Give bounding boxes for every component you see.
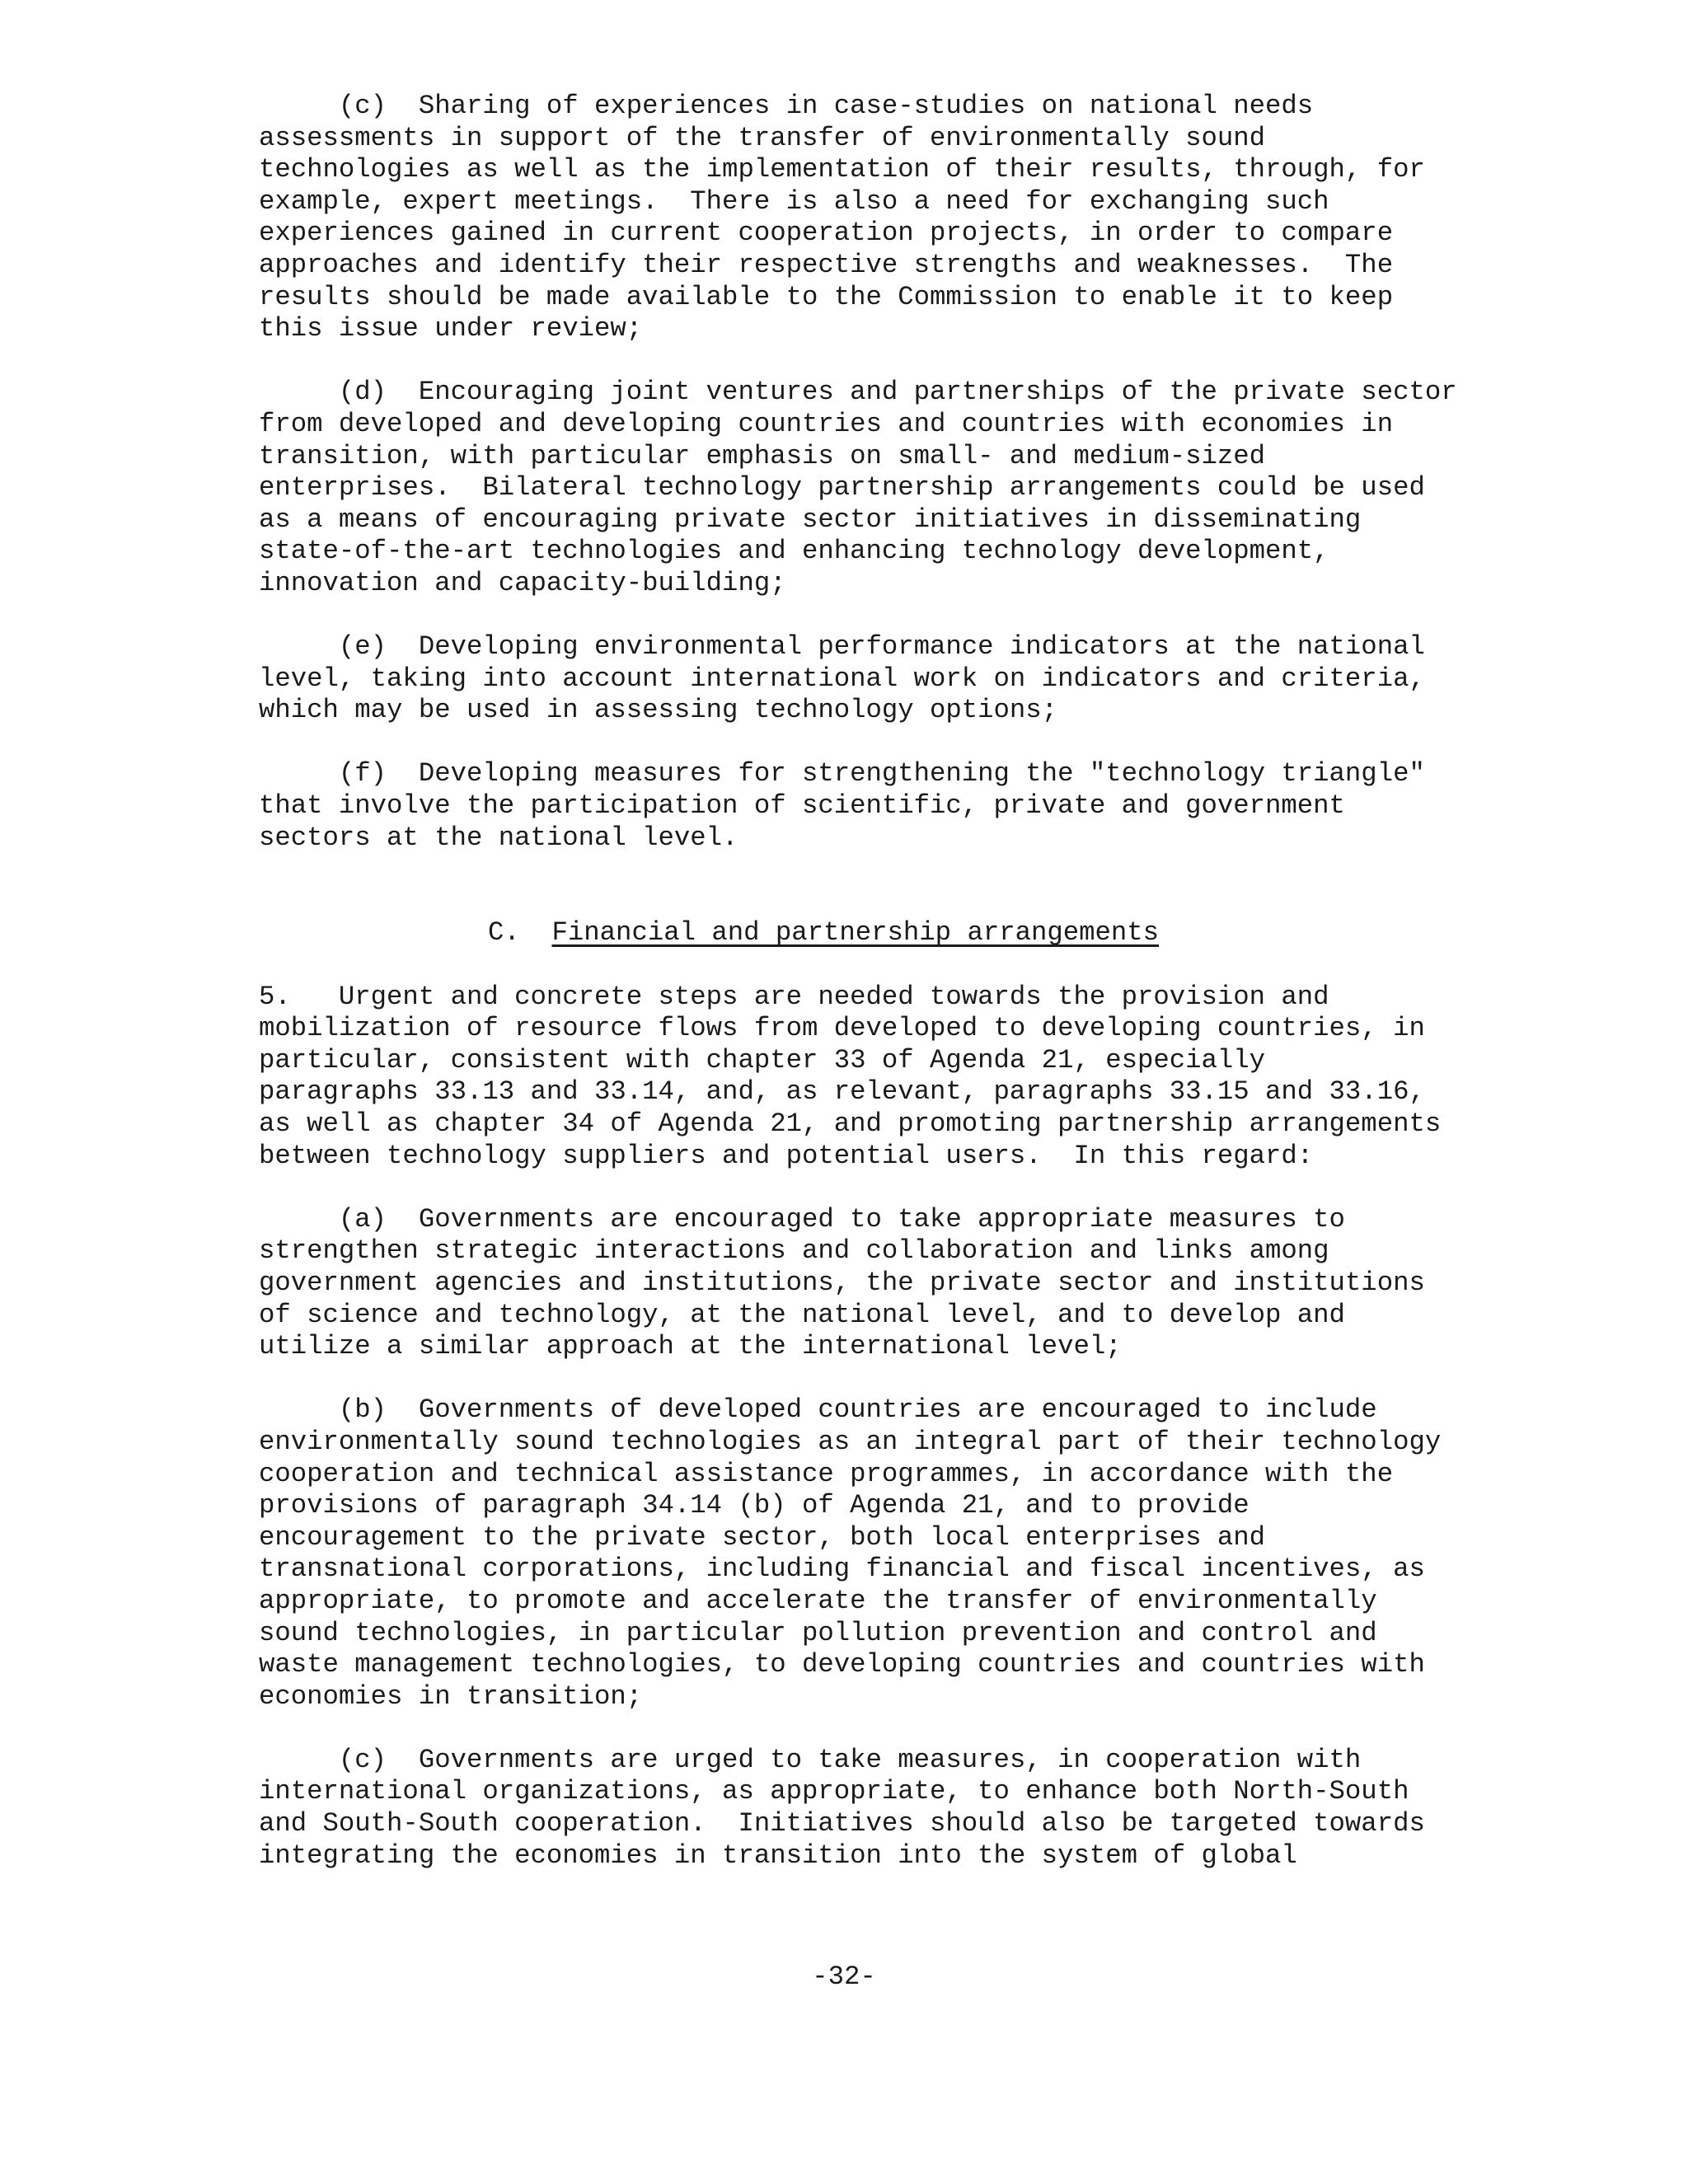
text-line: (d) Encouraging joint ventures and partnerships of the private sector <box>259 377 1457 408</box>
text-line: 5. Urgent and concrete steps are needed towards the provision and <box>259 981 1329 1012</box>
text-line: between technology suppliers and potential users. In this regard: <box>259 1140 1314 1171</box>
text-line: of science and technology, at the national level, and to develop and <box>259 1299 1345 1330</box>
text-line: level, taking into account international work on indicators and criteria, <box>259 663 1425 694</box>
paragraph-e-performance-indicators <box>259 631 1578 727</box>
text-line: paragraphs 33.13 and 33.14, and, as relevant, paragraphs 33.15 and 33.16, <box>259 1076 1425 1108</box>
text-line: utilize a similar approach at the international level; <box>259 1331 1122 1362</box>
text-line: enterprises. Bilateral technology partnership arrangements could be used <box>259 472 1425 504</box>
text-line: innovation and capacity-building; <box>259 567 786 598</box>
text-line: cooperation and technical assistance programmes, in accordance with the <box>259 1458 1394 1489</box>
text-line: experiences gained in current cooperation projects, in order to compare <box>259 218 1394 249</box>
section-title: Financial and partnership arrangements <box>551 917 1160 949</box>
text-line: (a) Governments are encouraged to take appropriate measures to <box>259 1203 1345 1235</box>
text-line: sectors at the national level. <box>259 822 738 853</box>
text-line: which may be used in assessing technology options; <box>259 695 1058 726</box>
text-line: economies in transition; <box>259 1680 643 1712</box>
text-line: that involve the participation of scientific, private and government <box>259 790 1345 822</box>
text-line: (b) Governments of developed countries are encouraged to include <box>259 1394 1377 1426</box>
text-line: appropriate, to promote and accelerate the transfer of environmentally <box>259 1585 1377 1616</box>
section-letter: C. <box>488 917 552 949</box>
text-line: waste management technologies, to developing countries and countries with <box>259 1649 1425 1680</box>
paragraph-d-joint-ventures <box>259 377 1578 599</box>
text-line: (e) Developing environmental performance indicators at the national <box>259 631 1425 663</box>
document-page <box>259 91 1578 1872</box>
text-line: environmentally sound technologies as an integral part of their technology <box>259 1426 1442 1457</box>
text-line: results should be made available to the Commission to enable it to keep <box>259 281 1394 312</box>
text-line: transnational corporations, including financial and fiscal incentives, as <box>259 1554 1425 1585</box>
text-line: state-of-the-art technologies and enhancing technology development, <box>259 536 1329 567</box>
text-line: (c) Governments are urged to take measures, in cooperation with <box>259 1744 1362 1775</box>
text-line: encouragement to the private sector, both local enterprises and <box>259 1521 1266 1553</box>
text-line: provisions of paragraph 34.14 (b) of Agenda 21, and to provide <box>259 1490 1250 1521</box>
text-line: integrating the economies in transition into the system of global <box>259 1840 1297 1871</box>
text-line: and South-South cooperation. Initiatives should also be targeted towards <box>259 1808 1425 1840</box>
text-line: international organizations, as appropriate, to enhance both North-South <box>259 1776 1409 1807</box>
text-line: transition, with particular emphasis on small- and medium-sized <box>259 440 1266 471</box>
text-line: (c) Sharing of experiences in case-studies on national needs <box>259 91 1314 121</box>
text-line: particular, consistent with chapter 33 of Agenda 21, especially <box>259 1044 1266 1076</box>
text-line: from developed and developing countries and countries with economies in <box>259 408 1394 439</box>
paragraph-c-sharing-experiences <box>259 91 1578 345</box>
text-line: as a means of encouraging private sector initiatives in disseminating <box>259 504 1362 535</box>
paragraph-c-north-south-cooperation <box>259 1745 1578 1872</box>
text-line: strengthen strategic interactions and collaboration and links among <box>259 1235 1329 1267</box>
text-line: example, expert meetings. There is also a need for exchanging such <box>259 185 1329 217</box>
text-line: as well as chapter 34 of Agenda 21, and promoting partnership arrangements <box>259 1108 1442 1139</box>
text-line: this issue under review; <box>259 313 643 344</box>
text-line: sound technologies, in particular pollution prevention and control and <box>259 1617 1377 1648</box>
text-line: (f) Developing measures for strengthening the "technology triangle" <box>259 758 1425 790</box>
text-line: technologies as well as the implementation of their results, through, for <box>259 154 1425 185</box>
section-heading <box>259 917 1578 949</box>
text-line: assessments in support of the transfer of environmentally sound <box>259 122 1266 153</box>
text-line: approaches and identify their respective strengths and weaknesses. The <box>259 249 1394 280</box>
paragraph-5-urgent-steps <box>259 982 1578 1173</box>
paragraph-f-technology-triangle <box>259 758 1578 854</box>
text-line: government agencies and institutions, the private sector and institutions <box>259 1267 1425 1298</box>
paragraph-a-strategic-interactions <box>259 1204 1578 1363</box>
page-number: -32- <box>812 1961 876 1992</box>
text-line: mobilization of resource flows from developed to developing countries, in <box>259 1013 1425 1044</box>
paragraph-b-developed-countries <box>259 1394 1578 1713</box>
